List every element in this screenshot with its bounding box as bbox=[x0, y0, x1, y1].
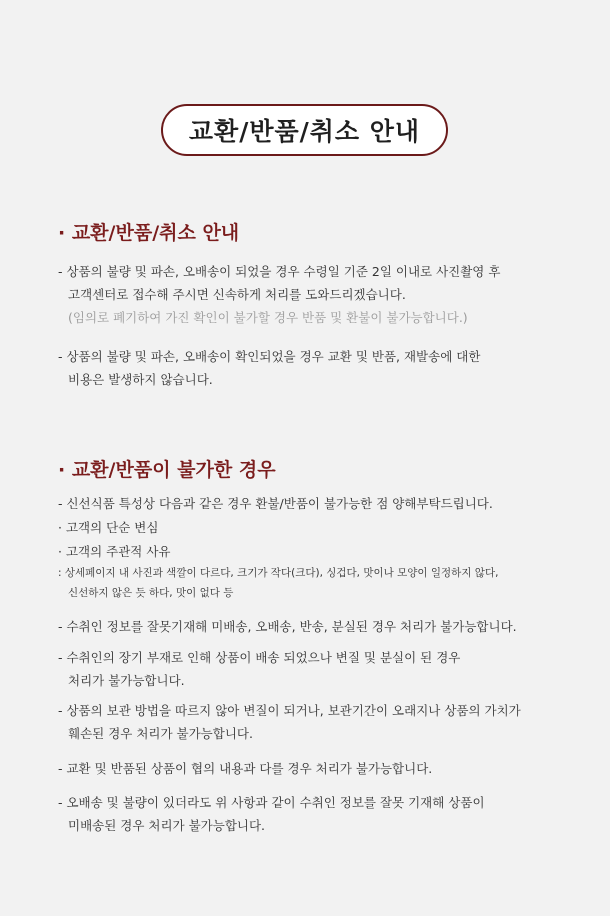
section2-detail bbox=[58, 563, 498, 603]
section2-item3 bbox=[58, 699, 521, 745]
section2-item3-line2: 훼손된 경우 처리가 불가능합니다. bbox=[68, 726, 253, 741]
section1-item2 bbox=[58, 345, 480, 391]
section2-bullet2-text: · 고객의 주관적 사유 bbox=[58, 544, 171, 559]
section2-item1 bbox=[58, 615, 517, 638]
section2-item1-text: - 수취인 정보를 잘못기재해 미배송, 오배송, 반송, 분실된 경우 처리가 불가능합니다. bbox=[58, 619, 517, 634]
section2-item2-line1: - 수취인의 장기 부재로 인해 상품이 배송 되었으나 변질 및 분실이 된 경우 bbox=[58, 650, 461, 665]
section2-item5-line1: - 오배송 및 불량이 있더라도 위 사항과 같이 수취인 정보를 잘못 기재해 상품이 bbox=[58, 795, 485, 810]
header-pill bbox=[161, 104, 448, 156]
section2-title: · 교환/반품이 불가한 경우 bbox=[58, 459, 276, 481]
section2-item5 bbox=[58, 791, 485, 837]
header-title: 교환/반품/취소 안내 bbox=[188, 117, 421, 146]
section1-item1-line2: 고객센터로 접수해 주시면 신속하게 처리를 도와드리겠습니다. bbox=[68, 287, 406, 302]
section2-bullet2 bbox=[58, 540, 171, 563]
section2-item2 bbox=[58, 646, 460, 692]
section2-bullet1-text: · 고객의 단순 변심 bbox=[58, 520, 159, 535]
section2-item3-line1: - 상품의 보관 방법을 따르지 않아 변질이 되거나, 보관기간이 오래지나 상품의 가치가 bbox=[58, 703, 521, 718]
section2-item5-line2: 미배송된 경우 처리가 불가능합니다. bbox=[68, 818, 266, 833]
section1-item2-line1: - 상품의 불량 및 파손, 오배송이 확인되었을 경우 교환 및 반품, 재발송에 대한 bbox=[58, 349, 481, 364]
section1-item2-line2: 비용은 발생하지 않습니다. bbox=[68, 372, 213, 387]
section2-detail-line1: : 상세페이지 내 사진과 색깔이 다르다, 크기가 작다(크다), 싱겁다, 맛이나 모양이 일정하지 않다, bbox=[58, 567, 499, 579]
section1-item1-note: (임의로 폐기하여 가진 확인이 불가할 경우 반품 및 환불이 불가능합니다.) bbox=[68, 310, 468, 325]
section1-item1 bbox=[58, 260, 500, 329]
section1 bbox=[58, 218, 590, 245]
section2-intro bbox=[58, 492, 493, 515]
section2-bullet1 bbox=[58, 516, 158, 539]
section2-item4 bbox=[58, 757, 432, 780]
section2-item4-text: - 교환 및 반품된 상품이 협의 내용과 다를 경우 처리가 불가능합니다. bbox=[58, 761, 433, 776]
section2-detail-line2: 신선하지 않은 듯 하다, 맛이 없다 등 bbox=[68, 587, 234, 599]
section2 bbox=[58, 455, 590, 482]
section1-item1-line1: - 상품의 불량 및 파손, 오배송이 되었을 경우 수령일 기준 2일 이내로 사진촬영 후 bbox=[58, 264, 501, 279]
section2-item2-line2: 처리가 불가능합니다. bbox=[68, 673, 185, 688]
section1-title: · 교환/반품/취소 안내 bbox=[58, 222, 240, 244]
section2-intro-text: - 신선식품 특성상 다음과 같은 경우 환불/반품이 불가능한 점 양해부탁드립니다. bbox=[58, 496, 493, 511]
